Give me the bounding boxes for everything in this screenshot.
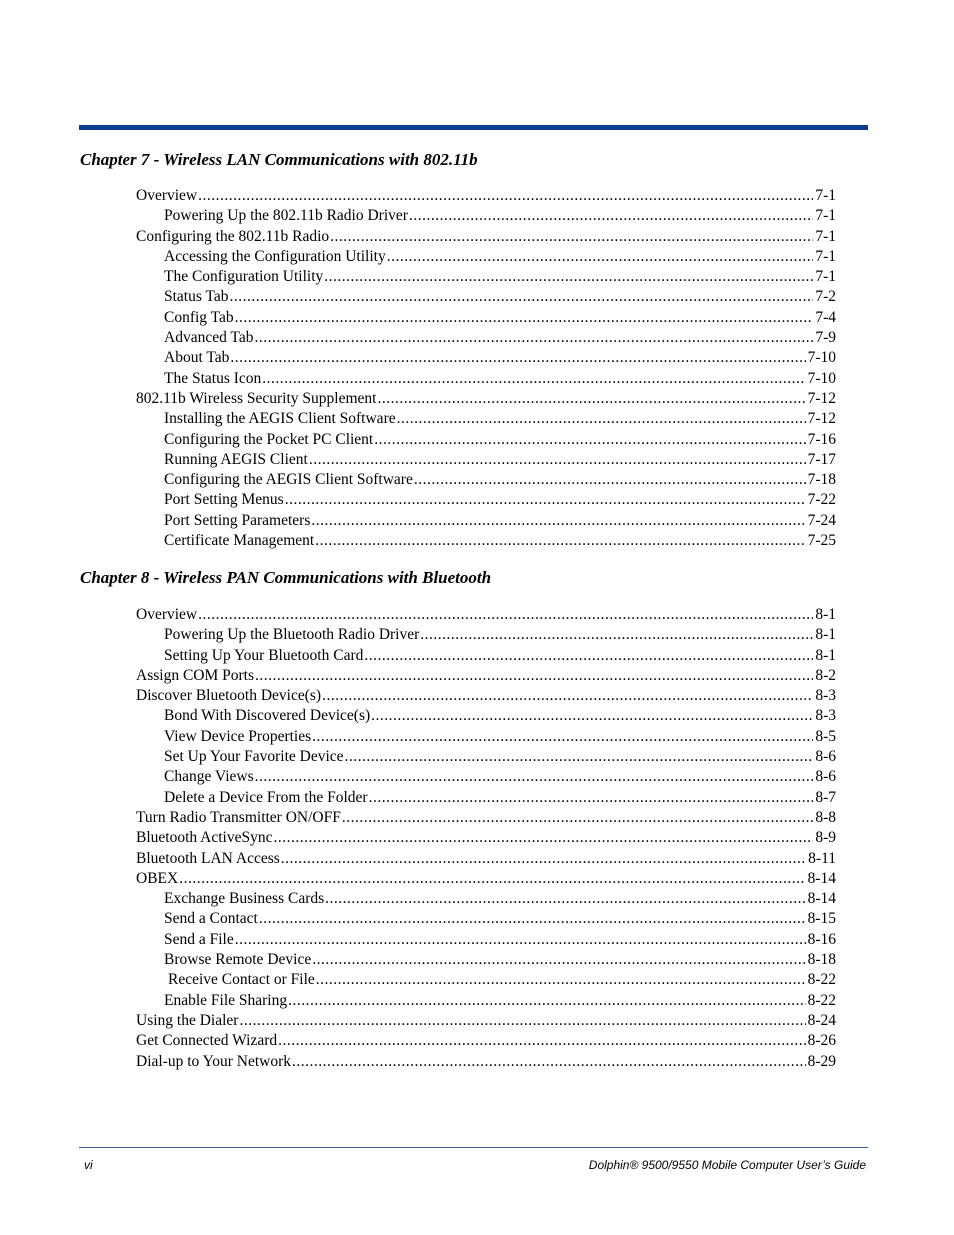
toc-dot-leader — [255, 666, 813, 686]
toc-entry-page: 8-29 — [807, 1052, 836, 1070]
toc-entry-page: 7-1 — [815, 207, 836, 225]
toc-entry-title: Turn Radio Transmitter ON/OFF — [136, 808, 341, 826]
toc-entry[interactable] — [136, 950, 836, 970]
toc-entry-page: 8-6 — [815, 768, 836, 786]
toc-dot-leader — [330, 227, 813, 247]
toc-entry-page: 7-17 — [807, 450, 836, 468]
toc-entry[interactable] — [136, 369, 836, 389]
toc-entry[interactable] — [136, 686, 836, 706]
toc-dot-leader — [285, 490, 806, 510]
toc-entry[interactable] — [136, 531, 836, 551]
toc-dot-leader — [235, 308, 814, 328]
toc-entry[interactable] — [136, 227, 836, 247]
toc-entry-title: Delete a Device From the Folder — [164, 788, 368, 806]
toc-entry[interactable] — [136, 625, 836, 645]
toc-entry[interactable] — [136, 450, 836, 470]
toc-entry[interactable] — [136, 409, 836, 429]
toc-dot-leader — [288, 991, 805, 1011]
toc-entry[interactable] — [136, 991, 836, 1011]
toc-entry-page: 8-8 — [815, 808, 836, 826]
toc-entry-title: Installing the AEGIS Client Software — [164, 410, 396, 428]
toc-entry-page: 8-14 — [807, 869, 836, 887]
toc-entry-page: 7-4 — [815, 308, 836, 326]
toc-entry-title: Configuring the Pocket PC Client — [164, 430, 374, 448]
toc-entry-page: 7-2 — [815, 288, 836, 306]
toc-entry-title: Powering Up the 802.11b Radio Driver — [164, 207, 408, 225]
toc-dot-leader — [311, 511, 805, 531]
toc-dot-leader — [420, 625, 813, 645]
toc-dot-leader — [254, 328, 813, 348]
toc-entry[interactable] — [136, 727, 836, 747]
toc-entry-title: Status Tab — [164, 288, 229, 306]
toc-entry[interactable] — [136, 348, 836, 368]
toc-entry-page: 8-18 — [807, 951, 836, 969]
toc-entry-page: 8-1 — [815, 646, 836, 664]
toc-dot-leader — [369, 788, 814, 808]
toc-entry-title: Config Tab — [164, 308, 234, 326]
toc-entry[interactable] — [136, 490, 836, 510]
toc-entry-page: 7-12 — [807, 389, 836, 407]
toc-entry-title: Using the Dialer — [136, 1011, 239, 1029]
toc-entry[interactable] — [136, 605, 836, 625]
toc-dot-leader — [230, 287, 814, 307]
toc-entry-title: View Device Properties — [164, 727, 312, 745]
toc-entry-page: 8-9 — [815, 829, 836, 847]
toc-entry[interactable] — [136, 287, 836, 307]
toc-dot-leader — [255, 767, 814, 787]
toc-entry-title: Accessing the Configuration Utility — [164, 247, 386, 265]
toc-dot-leader — [364, 646, 813, 666]
toc-entry-title: Bluetooth ActiveSync — [136, 829, 273, 847]
toc-entry[interactable] — [136, 430, 836, 450]
toc-entry-title: Overview — [136, 187, 198, 204]
toc-dot-leader — [397, 409, 806, 429]
toc-entry[interactable] — [136, 747, 836, 767]
toc-entry[interactable] — [136, 1052, 836, 1072]
toc-entry-title: Dial-up to Your Network — [136, 1052, 291, 1070]
toc-entry-title: Configuring the 802.11b Radio — [136, 227, 330, 245]
toc-dot-leader — [292, 1052, 806, 1072]
toc-entry-title: About Tab — [164, 349, 230, 367]
toc-entry-title: Send a Contact — [164, 910, 258, 928]
toc-entry-page: 8-5 — [815, 727, 836, 745]
toc-entry-page: 7-25 — [807, 532, 836, 550]
toc-entry-title: Discover Bluetooth Device(s) — [136, 687, 322, 705]
toc-entry-title: 802.11b Wireless Security Supplement — [136, 389, 377, 407]
toc-entry[interactable] — [136, 308, 836, 328]
footer-document-title: Dolphin® 9500/9550 Mobile Computer User’s Guide — [588, 1158, 866, 1172]
chapter-8-heading: Chapter 8 - Wireless PAN Communications with Bluetooth — [80, 568, 492, 587]
toc-entry[interactable] — [136, 1011, 836, 1031]
toc-dot-leader — [273, 828, 813, 848]
toc-entry[interactable] — [136, 186, 836, 206]
toc-entry-page: 8-15 — [807, 910, 836, 928]
toc-entry-page: 8-11 — [808, 849, 836, 867]
toc-entry-page: 8-1 — [815, 606, 836, 623]
toc-entry[interactable] — [136, 511, 836, 531]
toc-entry-title: Change Views — [164, 768, 254, 786]
toc-dot-leader — [315, 531, 805, 551]
toc-entry[interactable] — [136, 930, 836, 950]
toc-entry[interactable] — [136, 666, 836, 686]
toc-dot-leader — [322, 686, 813, 706]
toc-dot-leader — [179, 869, 805, 889]
toc-entry[interactable] — [136, 849, 836, 869]
toc-entry-page: 7-12 — [807, 410, 836, 428]
toc-entry[interactable] — [136, 706, 836, 726]
toc-entry-page: 7-24 — [807, 511, 836, 529]
toc-dot-leader — [281, 849, 806, 869]
toc-dot-leader — [324, 267, 813, 287]
toc-entry[interactable] — [136, 970, 836, 990]
toc-entry[interactable] — [136, 646, 836, 666]
toc-dot-leader — [259, 909, 806, 929]
toc-entry[interactable] — [136, 267, 836, 287]
toc-entry-page: 8-14 — [807, 890, 836, 908]
toc-entry[interactable] — [136, 328, 836, 348]
toc-dot-leader — [377, 389, 805, 409]
toc-entry-title: Advanced Tab — [164, 329, 254, 347]
toc-entry-page: 8-2 — [815, 666, 836, 684]
toc-entry[interactable] — [136, 788, 836, 808]
toc-entry-title: Configuring the AEGIS Client Software — [164, 471, 413, 489]
toc-entry[interactable] — [136, 869, 836, 889]
toc-dot-leader — [342, 808, 813, 828]
toc-entry-title: Assign COM Ports — [136, 666, 254, 684]
toc-entry-title: Powering Up the Bluetooth Radio Driver — [164, 626, 420, 644]
toc-dot-leader — [387, 247, 814, 267]
toc-entry-page: 8-1 — [815, 626, 836, 644]
toc-dot-leader — [262, 369, 805, 389]
toc-entry-title: The Status Icon — [164, 369, 262, 387]
toc-dot-leader — [414, 470, 806, 490]
toc-entry-page: 7-1 — [815, 227, 836, 245]
chapter-8-toc — [136, 605, 836, 1072]
toc-entry[interactable] — [136, 470, 836, 490]
toc-entry-page: 8-3 — [815, 707, 836, 725]
toc-entry-page: 8-22 — [807, 971, 836, 989]
toc-entry-title: Bluetooth LAN Access — [136, 849, 280, 867]
toc-entry[interactable] — [136, 909, 836, 929]
toc-dot-leader — [309, 450, 806, 470]
toc-entry[interactable] — [136, 206, 836, 226]
toc-entry-page: 7-1 — [815, 268, 836, 286]
toc-entry-title: Send a File — [164, 930, 234, 948]
toc-entry-page: 7-1 — [815, 187, 836, 204]
footer-page-number: vi — [84, 1158, 93, 1172]
toc-entry[interactable] — [136, 767, 836, 787]
toc-entry-title: Receive Contact or File — [168, 971, 315, 989]
toc-dot-leader — [239, 1011, 805, 1031]
toc-entry-title: Browse Remote Device — [164, 951, 312, 969]
toc-entry-page: 8-16 — [807, 930, 836, 948]
toc-dot-leader — [198, 605, 813, 625]
toc-entry-page: 7-22 — [807, 491, 836, 509]
toc-entry-title: Port Setting Menus — [164, 491, 284, 509]
toc-dot-leader — [278, 1031, 805, 1051]
toc-entry-title: The Configuration Utility — [164, 268, 324, 286]
chapter-7-heading: Chapter 7 - Wireless LAN Communications with 802.11b — [80, 150, 478, 169]
toc-dot-leader — [235, 930, 806, 950]
toc-entry[interactable] — [136, 808, 836, 828]
toc-dot-leader — [325, 889, 805, 909]
toc-entry-title: Exchange Business Cards — [164, 890, 325, 908]
toc-entry[interactable] — [136, 889, 836, 909]
toc-entry-page: 7-10 — [807, 369, 836, 387]
toc-entry[interactable] — [136, 828, 836, 848]
toc-dot-leader — [409, 206, 813, 226]
toc-entry-page: 7-16 — [807, 430, 836, 448]
toc-entry-title: Enable File Sharing — [164, 991, 288, 1009]
header-rule — [79, 125, 868, 130]
toc-entry-page: 8-3 — [815, 687, 836, 705]
toc-entry[interactable] — [136, 389, 836, 409]
toc-entry-title: Set Up Your Favorite Device — [164, 748, 344, 766]
toc-entry-page: 8-22 — [807, 991, 836, 1009]
toc-entry-title: Running AEGIS Client — [164, 450, 308, 468]
toc-entry-title: OBEX — [136, 869, 179, 887]
toc-entry-page: 8-26 — [807, 1032, 836, 1050]
footer-rule — [79, 1147, 868, 1148]
toc-dot-leader — [312, 950, 805, 970]
toc-dot-leader — [230, 348, 805, 368]
toc-entry-page: 7-9 — [815, 329, 836, 347]
toc-entry-title: Port Setting Parameters — [164, 511, 311, 529]
toc-dot-leader — [198, 186, 813, 206]
toc-dot-leader — [345, 747, 814, 767]
toc-entry-title: Bond With Discovered Device(s) — [164, 707, 371, 725]
toc-dot-leader — [312, 727, 813, 747]
toc-dot-leader — [371, 706, 813, 726]
toc-entry-page: 8-6 — [815, 748, 836, 766]
toc-entry-page: 7-18 — [807, 471, 836, 489]
toc-entry-title: Overview — [136, 606, 198, 623]
toc-entry-page: 8-24 — [807, 1011, 836, 1029]
toc-entry[interactable] — [136, 247, 836, 267]
chapter-7-toc — [136, 186, 836, 551]
toc-dot-leader — [374, 430, 805, 450]
toc-entry-page: 8-7 — [815, 788, 836, 806]
toc-entry-title: Get Connected Wizard — [136, 1032, 278, 1050]
toc-entry-title: Certificate Management — [164, 532, 315, 550]
toc-dot-leader — [316, 970, 806, 990]
toc-entry-page: 7-1 — [815, 247, 836, 265]
toc-entry[interactable] — [136, 1031, 836, 1051]
toc-entry-page: 7-10 — [807, 349, 836, 367]
toc-entry-title: Setting Up Your Bluetooth Card — [164, 646, 364, 664]
